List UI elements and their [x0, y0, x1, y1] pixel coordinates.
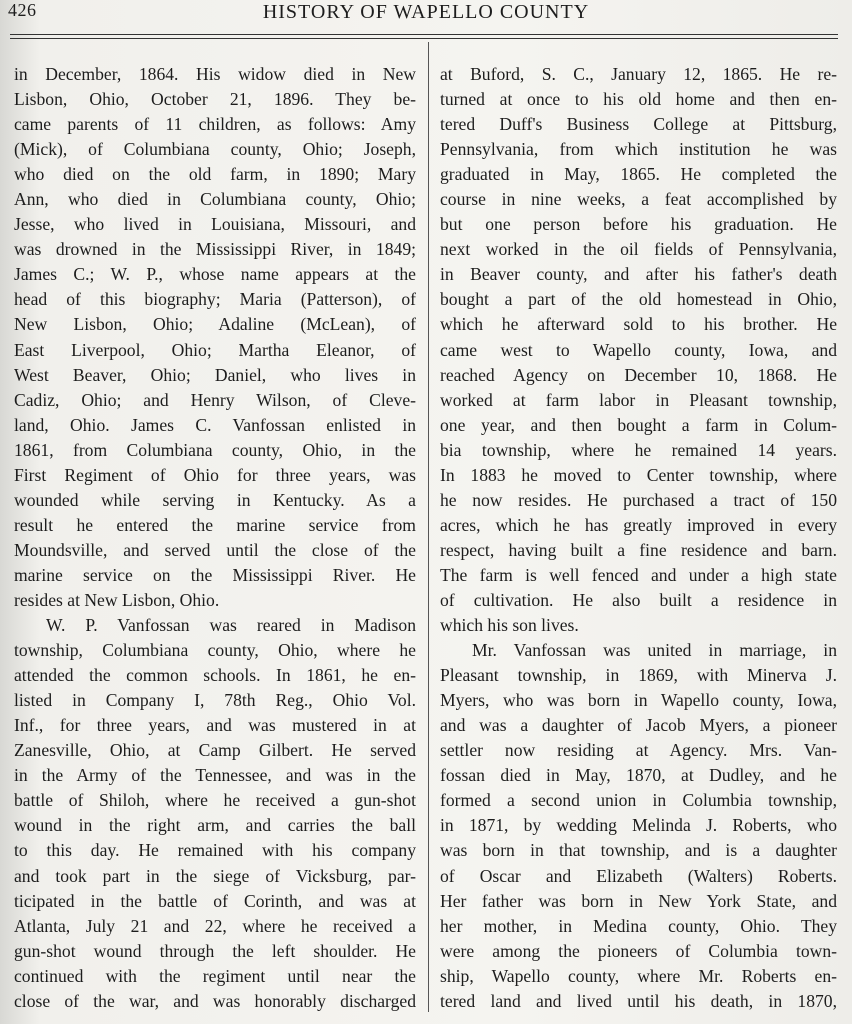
- text-line: Ann, who died in Columbiana county, Ohio;: [14, 189, 416, 210]
- text-line: acres, which he has greatly improved in every: [440, 514, 837, 535]
- text-line: which his son lives.: [440, 615, 579, 636]
- text-line: Mr. Vanfossan was united in marriage, in: [472, 640, 837, 661]
- text-line: bia township, where he remained 14 years.: [440, 439, 837, 460]
- header-rule-top: [10, 34, 838, 35]
- text-line: gun-shot wound through the left shoulder. He: [14, 940, 416, 961]
- left-column: [14, 62, 416, 1022]
- text-line: was drowned in the Mississippi River, in 1849;: [14, 239, 416, 260]
- text-line: Myers, who was born in Wapello county, Iowa,: [440, 690, 837, 711]
- text-line: to this day. He remained with his company: [14, 840, 416, 861]
- text-line: came parents of 11 children, as follows: Amy: [14, 114, 416, 135]
- text-line: battle of Shiloh, where he received a gun-shot: [14, 790, 416, 811]
- text-line: 1861, from Columbiana county, Ohio, in the: [14, 439, 416, 460]
- text-line: result he entered the marine service from: [14, 514, 416, 535]
- text-line: of Oscar and Elizabeth (Walters) Roberts.: [440, 865, 837, 886]
- text-line: (Mick), of Columbiana county, Ohio; Joseph,: [14, 139, 416, 160]
- text-line: In 1883 he moved to Center township, where: [440, 464, 837, 485]
- text-line: West Beaver, Ohio; Daniel, who lives in: [14, 364, 416, 385]
- right-column: [440, 62, 837, 1022]
- text-line: First Regiment of Ohio for three years, was: [14, 464, 416, 485]
- text-line: next worked in the oil fields of Pennsylvania,: [440, 239, 837, 260]
- text-line: respect, having built a fine residence and barn.: [440, 539, 837, 560]
- text-line: resides at New Lisbon, Ohio.: [14, 589, 220, 610]
- text-line: ticipated in the battle of Corinth, and was at: [14, 890, 416, 911]
- text-line: close of the war, and was honorably discharged: [14, 990, 416, 1011]
- text-line: tered Duff's Business College at Pittsburg,: [440, 114, 837, 135]
- text-line: W. P. Vanfossan was reared in Madison: [46, 615, 416, 636]
- text-line: settler now residing at Agency. Mrs. Van-: [440, 740, 837, 761]
- text-line: who died on the old farm, in 1890; Mary: [14, 164, 416, 185]
- text-line: of cultivation. He also built a residence in: [440, 589, 837, 610]
- text-line: land, Ohio. James C. Vanfossan enlisted in: [14, 414, 416, 435]
- text-line: continued with the regiment until near the: [14, 965, 416, 986]
- text-line: Her father was born in New York State, and: [440, 890, 837, 911]
- text-line: which he afterward sold to his brother. He: [440, 314, 837, 335]
- text-line: Pennsylvania, from which institution he was: [440, 139, 837, 160]
- text-line: The farm is well fenced and under a high state: [440, 564, 837, 585]
- text-line: wound in the right arm, and carries the ball: [14, 815, 416, 836]
- page-header: [0, 0, 852, 30]
- text-line: was born in that township, and is a daughter: [440, 840, 837, 861]
- text-line: ship, Wapello county, where Mr. Roberts en-: [440, 965, 837, 986]
- text-line: in December, 1864. His widow died in New: [14, 64, 416, 84]
- text-line: formed a second union in Columbia township,: [440, 790, 837, 811]
- text-line: at Buford, S. C., January 12, 1865. He re-: [440, 64, 837, 84]
- text-line: and took part in the siege of Vicksburg, par-: [14, 865, 416, 886]
- text-line: James C.; W. P., whose name appears at the: [14, 264, 416, 285]
- text-line: her mother, in Medina county, Ohio. They: [440, 915, 837, 936]
- text-line: one year, and then bought a farm in Colum-: [440, 414, 837, 435]
- text-line: in 1871, by wedding Melinda J. Roberts, who: [440, 815, 837, 836]
- column-divider: [428, 42, 429, 1012]
- text-line: were among the pioneers of Columbia town-: [440, 940, 837, 961]
- text-line: Inf., for three years, and was mustered in at: [14, 715, 416, 736]
- header-rule-bottom: [10, 38, 838, 39]
- text-line: marine service on the Mississippi River. He: [14, 564, 416, 585]
- text-line: wounded while serving in Kentucky. As a: [14, 489, 416, 510]
- text-line: Pleasant township, in 1869, with Minerva J.: [440, 665, 837, 686]
- text-line: in the Army of the Tennessee, and was in the: [14, 765, 416, 786]
- text-line: in Beaver county, and after his father's death: [440, 264, 837, 285]
- text-line: but one person before his graduation. He: [440, 214, 837, 235]
- text-line: listed in Company I, 78th Reg., Ohio Vol.: [14, 690, 416, 711]
- text-line: came west to Wapello county, Iowa, and: [440, 339, 837, 360]
- text-line: head of this biography; Maria (Patterson), of: [14, 289, 416, 310]
- text-line: township, Columbiana county, Ohio, where he: [14, 640, 416, 661]
- text-line: Jesse, who lived in Louisiana, Missouri, and: [14, 214, 416, 235]
- text-line: course in nine weeks, a feat accomplished by: [440, 189, 837, 210]
- text-line: bought a part of the old homestead in Ohio,: [440, 289, 837, 310]
- text-line: Atlanta, July 21 and 22, where he received a: [14, 915, 416, 936]
- text-line: Zanesville, Ohio, at Camp Gilbert. He served: [14, 740, 416, 761]
- page-number: 426: [8, 0, 37, 20]
- text-line: tered land and lived until his death, in 1870,: [440, 990, 837, 1011]
- text-line: Cadiz, Ohio; and Henry Wilson, of Cleve-: [14, 389, 416, 410]
- text-line: attended the common schools. In 1861, he en-: [14, 665, 416, 686]
- text-line: worked at farm labor in Pleasant township,: [440, 389, 837, 410]
- text-line: graduated in May, 1865. He completed the: [440, 164, 837, 185]
- text-line: Lisbon, Ohio, October 21, 1896. They be-: [14, 89, 416, 110]
- text-line: turned at once to his old home and then en-: [440, 89, 837, 110]
- text-line: Moundsville, and served until the close of the: [14, 539, 416, 560]
- text-line: East Liverpool, Ohio; Martha Eleanor, of: [14, 339, 416, 360]
- text-line: he now resides. He purchased a tract of 150: [440, 489, 837, 510]
- running-head: HISTORY OF WAPELLO COUNTY: [262, 1, 590, 23]
- text-line: reached Agency on December 10, 1868. He: [440, 364, 837, 385]
- text-line: New Lisbon, Ohio; Adaline (McLean), of: [14, 314, 416, 335]
- text-line: and was a daughter of Jacob Myers, a pioneer: [440, 715, 837, 736]
- text-line: fossan died in May, 1870, at Dudley, and he: [440, 765, 837, 786]
